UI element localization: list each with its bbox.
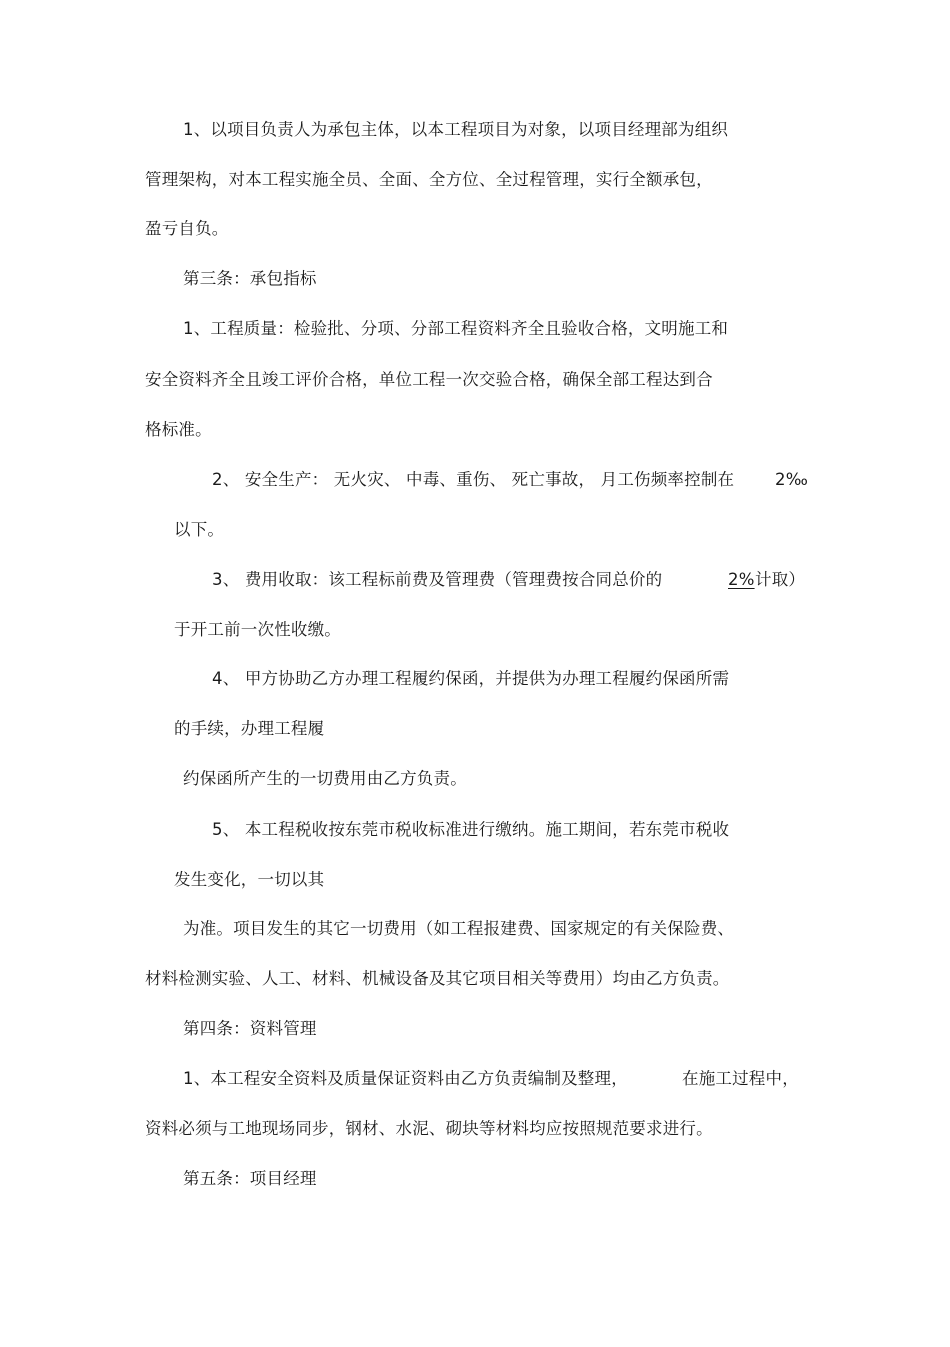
text-line: 格标准。 [145, 420, 212, 439]
text-line: 为准。项目发生的其它一切费用（如工程报建费、国家规定的有关保险费、 [183, 919, 735, 938]
text-line: 在施工过程中， [682, 1069, 799, 1088]
text-line: 2、 安全生产： 无火灾、 中毒、重伤、 死亡事故， 月工伤频率控制在 [212, 470, 735, 489]
text-line: 安全资料齐全且竣工评价合格，单位工程一次交验合格，确保全部工程达到合 [145, 370, 713, 389]
text-line: 于开工前一次性收缴。 [174, 620, 341, 639]
text-line: 管理架构，对本工程实施全员、全面、全方位、全过程管理，实行全额承包， [145, 170, 713, 189]
text-line: 材料检测实验、人工、材料、机械设备及其它项目相关等费用）均由乙方负责。 [145, 969, 730, 988]
text-line: 1、本工程安全资料及质量保证资料由乙方负责编制及整理， [183, 1069, 628, 1088]
text-line: 3、 费用收取：该工程标前费及管理费（管理费按合同总价的 [212, 570, 663, 589]
text-line: 发生变化，一切以其 [174, 870, 325, 889]
section-heading: 第四条：资料管理 [183, 1019, 317, 1038]
text-line: 的手续，办理工程履 [174, 719, 325, 738]
text-line: 资料必须与工地现场同步，钢材、水泥、砌块等材料均应按照规范要求进行。 [145, 1119, 713, 1138]
text-line: 4、 甲方协助乙方办理工程履约保函，并提供为办理工程履约保函所需 [212, 669, 730, 688]
text-line: 以下。 [174, 520, 225, 539]
text-line: 计取） [755, 570, 806, 589]
text-line: 约保函所产生的一切费用由乙方负责。 [183, 769, 467, 788]
text-line: 1、工程质量：检验批、分项、分部工程资料齐全且验收合格，文明施工和 [183, 319, 729, 338]
text-value: 2‰ [775, 470, 809, 489]
text-line: 5、 本工程税收按东莞市税收标准进行缴纳。施工期间，若东莞市税收 [212, 820, 730, 839]
underlined-value: 2% [728, 570, 755, 589]
section-heading: 第五条：项目经理 [183, 1169, 317, 1188]
text-line: 盈亏自负。 [145, 219, 229, 238]
section-heading: 第三条：承包指标 [183, 269, 317, 288]
text-line: 1、以项目负责人为承包主体，以本工程项目为对象，以项目经理部为组织 [183, 120, 729, 139]
